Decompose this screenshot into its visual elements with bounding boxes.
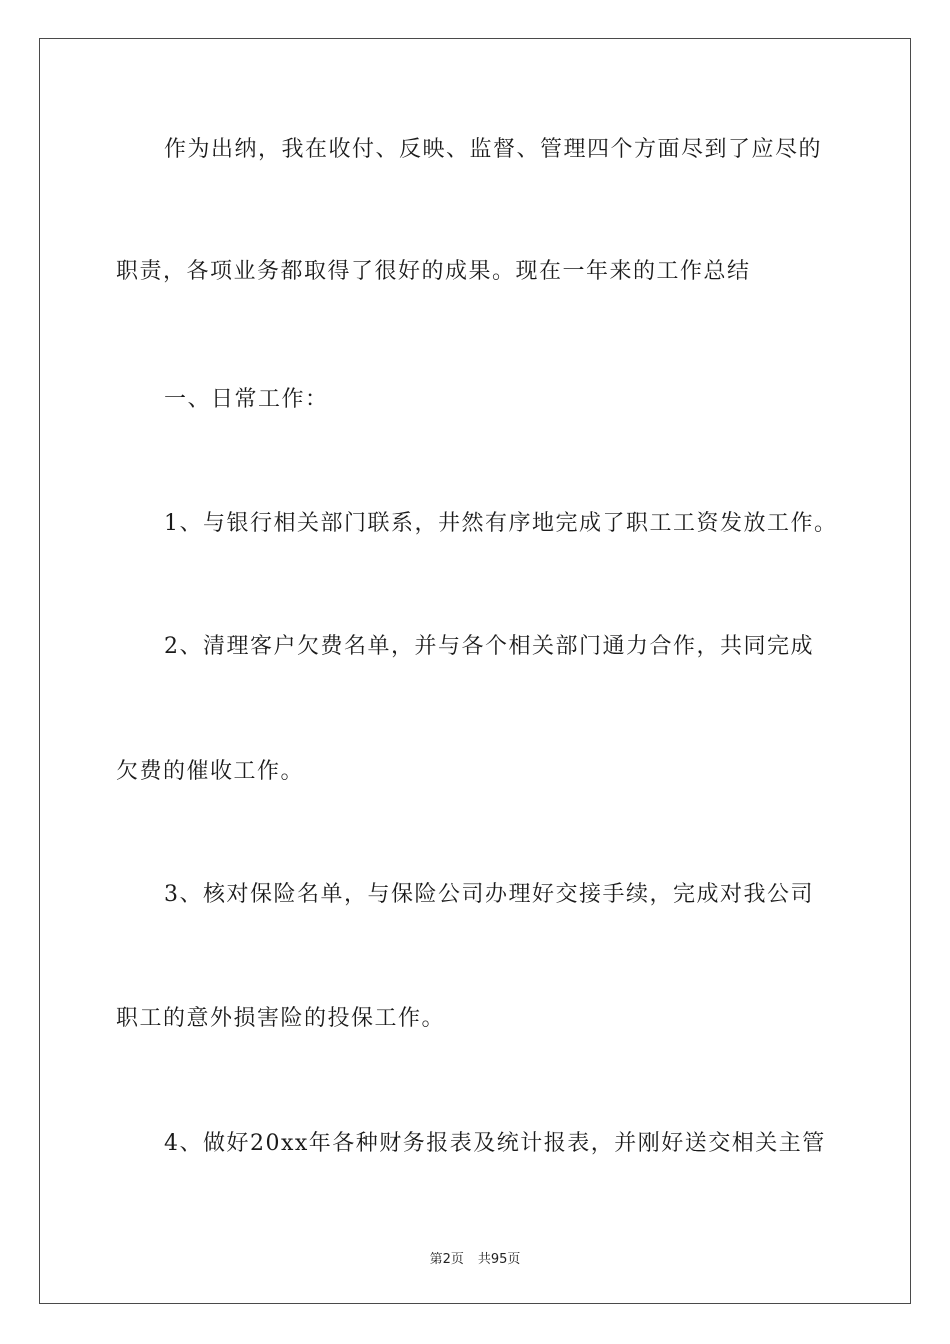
page-border (39, 38, 911, 1304)
paragraph-line-2: 职责，各项业务都取得了很好的成果。现在一年来的工作总结 (116, 259, 751, 284)
list-item-4: 4、做好20xx年各种财务报表及统计报表，并刚好送交相关主管 (164, 1131, 826, 1156)
list-item-3-continued: 职工的意外损害险的投保工作。 (116, 1006, 446, 1031)
page-total: 共95页 (477, 1252, 521, 1267)
list-item-3: 3、核对保险名单，与保险公司办理好交接手续，完成对我公司 (164, 882, 814, 907)
page-footer (0, 1248, 950, 1267)
section-heading: 一、日常工作： (164, 387, 329, 412)
page-number: 第2页 (429, 1252, 464, 1267)
list-item-1: 1、与银行相关部门联系，井然有序地完成了职工工资发放工作。 (164, 511, 838, 536)
list-item-2-continued: 欠费的催收工作。 (116, 759, 305, 784)
paragraph-line-1: 作为出纳，我在收付、反映、监督、管理四个方面尽到了应尽的 (164, 137, 823, 162)
list-item-2: 2、清理客户欠费名单，并与各个相关部门通力合作，共同完成 (164, 634, 814, 659)
